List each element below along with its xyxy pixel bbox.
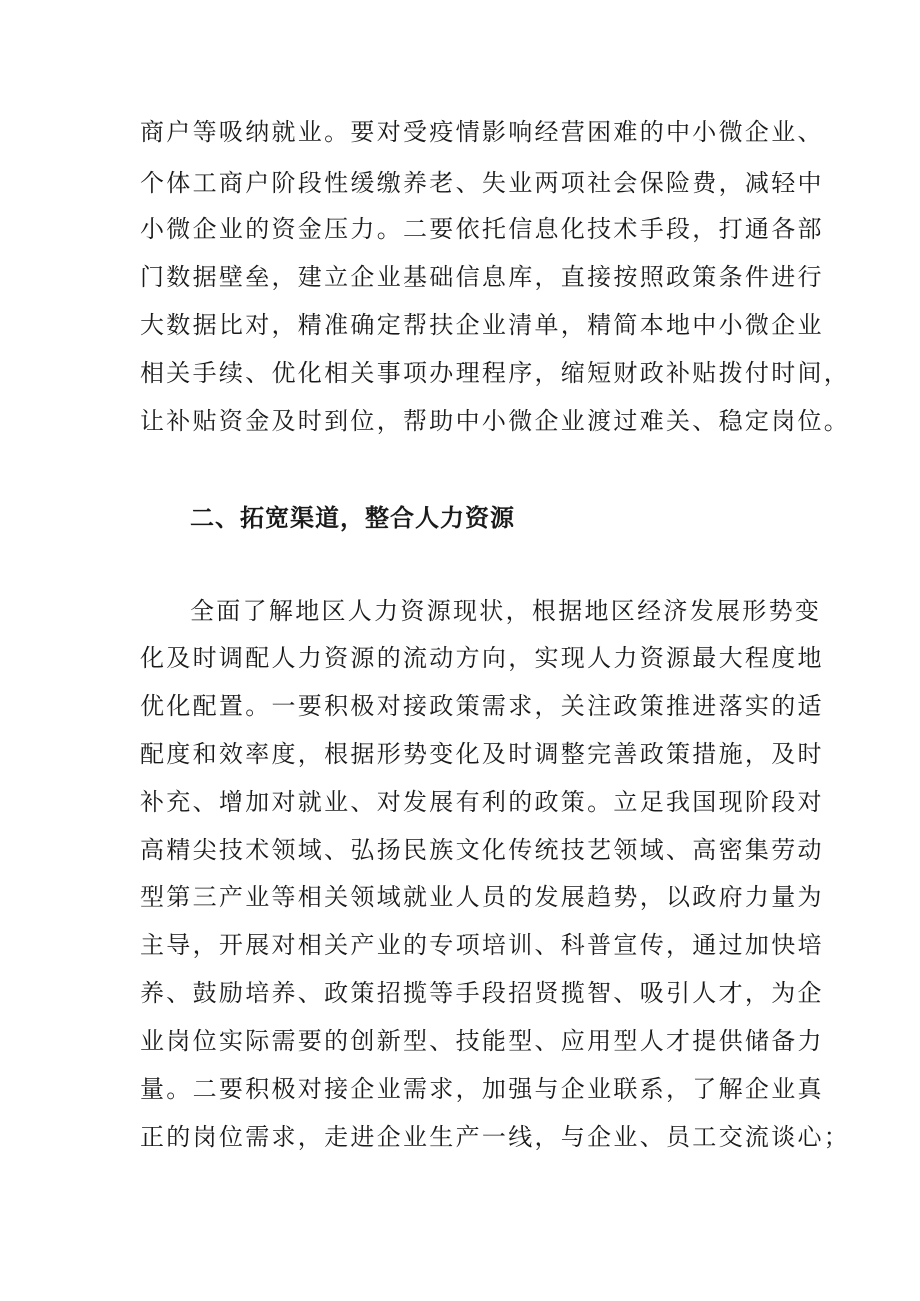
text-line: 化及时调配人力资源的流动方向，实现人力资源最大程度地 — [140, 644, 824, 672]
text-line: 主导，开展对相关产业的专项培训、科普宣传，通过加快培 — [140, 931, 824, 959]
text-line: 商户等吸纳就业。要对受疫情影响经营困难的中小微企业、 — [140, 118, 824, 146]
text-line: 量。二要积极对接企业需求，加强与企业联系，了解企业真 — [140, 1075, 824, 1103]
text-line: 相关手续、优化相关事项办理程序，缩短财政补贴拨付时间， — [140, 359, 851, 387]
text-line: 门数据壁垒，建立企业基础信息库，直接按照政策条件进行 — [140, 263, 824, 291]
text-line: 让补贴资金及时到位，帮助中小微企业渡过难关、稳定岗位。 — [140, 407, 851, 435]
text-line: 大数据比对，精准确定帮扶企业清单，精简本地中小微企业 — [140, 311, 824, 339]
text-line: 小微企业的资金压力。二要依托信息化技术手段，打通各部 — [140, 215, 824, 243]
text-line: 补充、增加对就业、对发展有利的政策。立足我国现阶段对 — [140, 788, 824, 816]
text-line: 正的岗位需求，走进企业生产一线，与企业、员工交流谈心； — [140, 1123, 851, 1151]
text-line: 型第三产业等相关领域就业人员的发展趋势，以政府力量为 — [140, 883, 824, 911]
text-line: 个体工商户阶段性缓缴养老、失业两项社会保险费，减轻中 — [140, 169, 824, 197]
text-line: 全面了解地区人力资源现状，根据地区经济发展形势变 — [190, 597, 822, 625]
text-line: 配度和效率度，根据形势变化及时调整完善政策措施，及时 — [140, 740, 824, 768]
text-line: 养、鼓励培养、政策招揽等手段招贤揽智、吸引人才，为企 — [140, 979, 824, 1007]
text-line: 优化配置。一要积极对接政策需求，关注政策推进落实的适 — [140, 692, 824, 720]
text-line: 业岗位实际需要的创新型、技能型、应用型人才提供储备力 — [140, 1027, 824, 1055]
section-heading: 二、拓宽渠道，整合人力资源 — [190, 504, 515, 532]
text-line: 高精尖技术领域、弘扬民族文化传统技艺领域、高密集劳动 — [140, 836, 824, 864]
